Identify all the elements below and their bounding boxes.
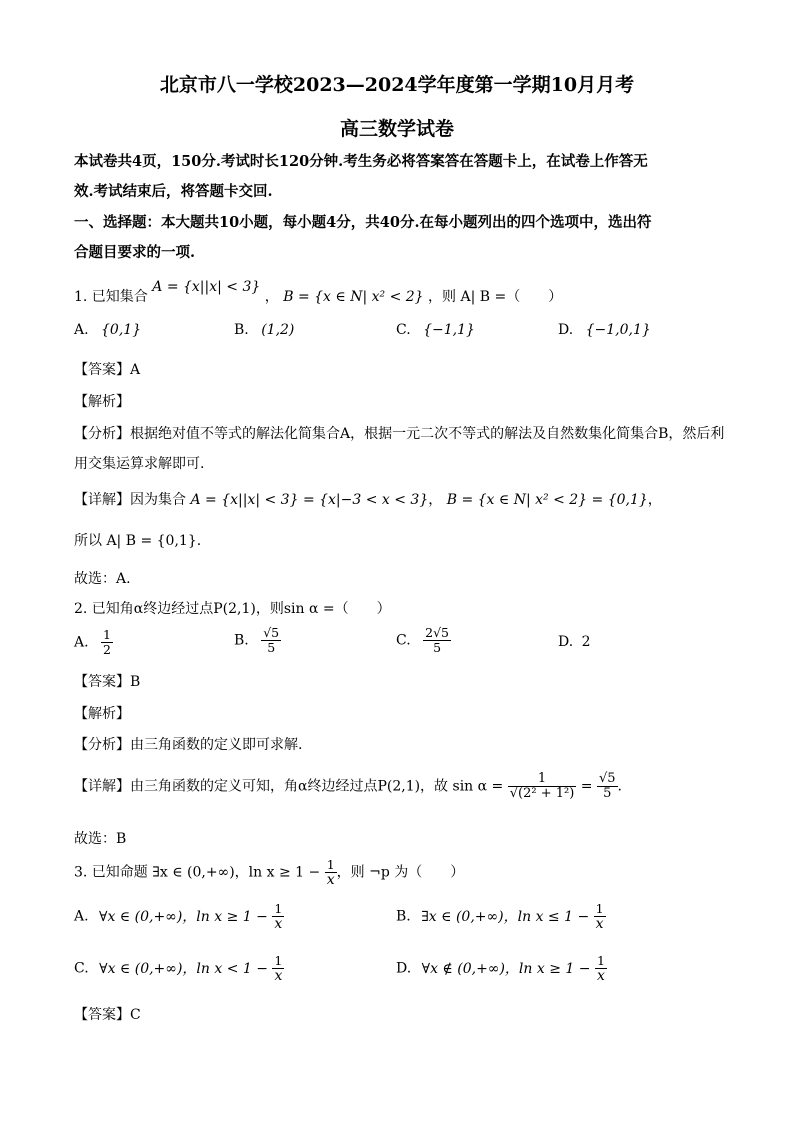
q1-conclusion: 所以 A| B = {0,1}.: [74, 533, 202, 549]
fraction-numerator: 1: [596, 953, 605, 968]
fraction-denominator: 2: [103, 642, 111, 657]
fraction-denominator: x: [274, 968, 283, 984]
q3-stem: [74, 858, 464, 887]
answer-value: C: [130, 1007, 141, 1023]
detail-fraction-1: [508, 772, 577, 801]
answer-tag: 【答案】: [74, 362, 130, 378]
option-value: {−1,0,1}: [585, 322, 651, 338]
fraction-numerator: √5: [263, 625, 280, 640]
option-label: C.: [74, 960, 89, 977]
q2-option-a[interactable]: [74, 628, 113, 657]
option-label: C.: [396, 632, 411, 649]
option-value: {0,1}: [101, 322, 142, 338]
option-fraction: [272, 902, 284, 931]
fraction-numerator: 1: [326, 857, 335, 872]
q3-stem-suffix: ，则 ¬p 为（ ）: [336, 864, 465, 881]
analysis-text: 由三角函数的定义即可求解.: [130, 737, 303, 753]
fraction-numerator: 1: [274, 901, 283, 916]
q2-answer: [74, 671, 140, 691]
detail-set-a: A = {x||x| < 3} = {x|−3 < x < 3}: [190, 492, 429, 508]
detail-prefix: 由三角函数的定义可知，角α终边经过点P(2,1)，故 sin α =: [130, 778, 504, 795]
q2-stem: 2. 已知角α终边经过点P(2,1)，则sin α =（ ）: [74, 601, 391, 617]
q1-option-c[interactable]: [396, 322, 475, 338]
option-label: B.: [234, 632, 249, 649]
q2-choice: 故选：B: [74, 831, 127, 847]
q1-option-d[interactable]: [558, 322, 651, 338]
q3-option-b[interactable]: [396, 902, 606, 931]
q1-set-a: A = {x||x| < 3}: [152, 279, 261, 295]
q2-jiexi-tag: 【解析】: [74, 706, 130, 722]
option-label: A.: [74, 322, 89, 338]
option-fraction: [272, 954, 284, 983]
section-heading-line-2: 合题目要求的一项.: [74, 244, 196, 261]
fraction-denominator: √(2² + 1²): [509, 786, 575, 801]
q1-answer: [74, 359, 140, 379]
option-fraction: [423, 626, 451, 655]
option-text: ∀x ∈ (0,+∞)，ln x < 1 −: [99, 960, 268, 977]
q1-choice: 故选：A.: [74, 571, 131, 587]
q3-answer: [74, 1004, 141, 1024]
option-fraction: [101, 628, 113, 657]
intro-line-1: 本试卷共4页，150分.考试时长120分钟.考生务必将答案答在答题卡上，在试卷上作答无: [74, 153, 648, 170]
option-label: B.: [396, 908, 411, 925]
q1-option-b[interactable]: [234, 322, 294, 338]
option-value: 2: [581, 634, 591, 650]
q1-analysis-line-2: 用交集运算求解即可.: [74, 456, 205, 472]
fraction-numerator: 2√5: [425, 625, 449, 640]
equals-sign: =: [580, 778, 593, 795]
option-value: (1,2): [261, 322, 295, 338]
q3-stem-fraction: [325, 858, 337, 887]
fraction-denominator: x: [326, 872, 335, 888]
q3-stem-prefix: 3. 已知命题 ∃x ∈ (0,+∞)，ln x ≥ 1 −: [74, 864, 321, 881]
q1-set-b: B = {x ∈ N| x² < 2}: [283, 289, 424, 305]
analysis-text: 根据绝对值不等式的解法化简集合A，根据一元二次不等式的解法及自然数集化简集合B，然后利: [130, 426, 725, 442]
fraction-denominator: 5: [433, 640, 442, 655]
q1-analysis: [74, 423, 724, 443]
fraction-numerator: 1: [595, 901, 604, 916]
option-value: {−1,1}: [423, 322, 475, 338]
fraction-numerator: 1: [103, 627, 111, 642]
q1-stem-suffix: ，则 A| B =（ ）: [428, 289, 563, 305]
fraction-denominator: x: [274, 916, 283, 932]
fraction-numerator: 1: [508, 772, 577, 787]
intro-line-2: 效.考试结束后，将答题卡交回.: [74, 183, 273, 200]
q2-detail: 【详解】由三角函数的定义可知，角α终边经过点P(2,1)，故 sin α = $\frac{1}{\text{√(2² + 1²)}}$ = $\frac{√5}{5}$ .: [74, 771, 622, 801]
analysis-tag: 【分析】: [74, 737, 130, 753]
option-label: D.: [396, 960, 412, 977]
detail-tag: 【详解】: [74, 492, 130, 508]
answer-value: B: [130, 674, 141, 690]
fraction-denominator: 5: [267, 640, 276, 655]
option-fraction: [595, 954, 607, 983]
q2-option-d[interactable]: [558, 634, 591, 650]
page-subtitle: 高三数学试卷: [339, 118, 454, 140]
option-label: B.: [234, 322, 249, 338]
section-heading-line-1: 一、选择题：本大题共10小题，每小题4分，共40分.在每小题列出的四个选项中，选出符: [74, 214, 652, 231]
detail-tag: 【详解】: [74, 778, 130, 795]
q2-option-c[interactable]: [396, 626, 451, 655]
answer-tag: 【答案】: [74, 1007, 130, 1023]
q1-option-a[interactable]: [74, 322, 141, 338]
analysis-tag: 【分析】: [74, 426, 130, 442]
option-fraction: [594, 902, 606, 931]
option-label: C.: [396, 322, 411, 338]
q1-jiexi-tag: 【解析】: [74, 394, 130, 410]
option-label: D.: [558, 322, 574, 338]
q3-option-a[interactable]: [74, 902, 284, 931]
answer-tag: 【答案】: [74, 674, 130, 690]
page-title: 北京市八一学校2023—2024学年度第一学期10月月考: [159, 74, 635, 96]
option-text: ∃x ∈ (0,+∞)，ln x ≤ 1 −: [421, 908, 590, 925]
q1-stem: 1. 已知集合 A = {x||x| < 3} ， B = {x ∈ N| x² < 2} ，则 A| B =（ ）: [74, 279, 563, 305]
option-text: ∀x ∉ (0,+∞)，ln x ≥ 1 −: [421, 960, 591, 977]
option-label: A.: [74, 634, 89, 651]
q1-detail: 【详解】因为集合 A = {x||x| < 3} = {x|−3 < x < 3}， B = {x ∈ N| x² < 2} = {0,1}，: [74, 492, 662, 508]
option-label: D.: [558, 634, 574, 650]
option-fraction: [261, 626, 281, 655]
answer-value: A: [130, 362, 141, 378]
detail-prefix: 因为集合: [130, 492, 186, 508]
option-label: A.: [74, 908, 89, 925]
fraction-numerator: 1: [274, 953, 283, 968]
detail-set-b: B = {x ∈ N| x² < 2} = {0,1}: [446, 492, 648, 508]
q2-analysis: [74, 734, 302, 754]
q3-option-c[interactable]: [74, 954, 284, 983]
option-text: ∀x ∈ (0,+∞)，ln x ≥ 1 −: [99, 908, 268, 925]
q2-option-b[interactable]: [234, 626, 281, 655]
q1-stem-prefix: 1. 已知集合: [74, 289, 148, 305]
fraction-denominator: x: [595, 916, 604, 932]
q3-option-d[interactable]: [396, 954, 607, 983]
fraction-denominator: 5: [603, 786, 612, 801]
fraction-denominator: x: [596, 968, 605, 984]
fraction-numerator: √5: [598, 771, 616, 786]
detail-fraction-2: [597, 772, 618, 801]
